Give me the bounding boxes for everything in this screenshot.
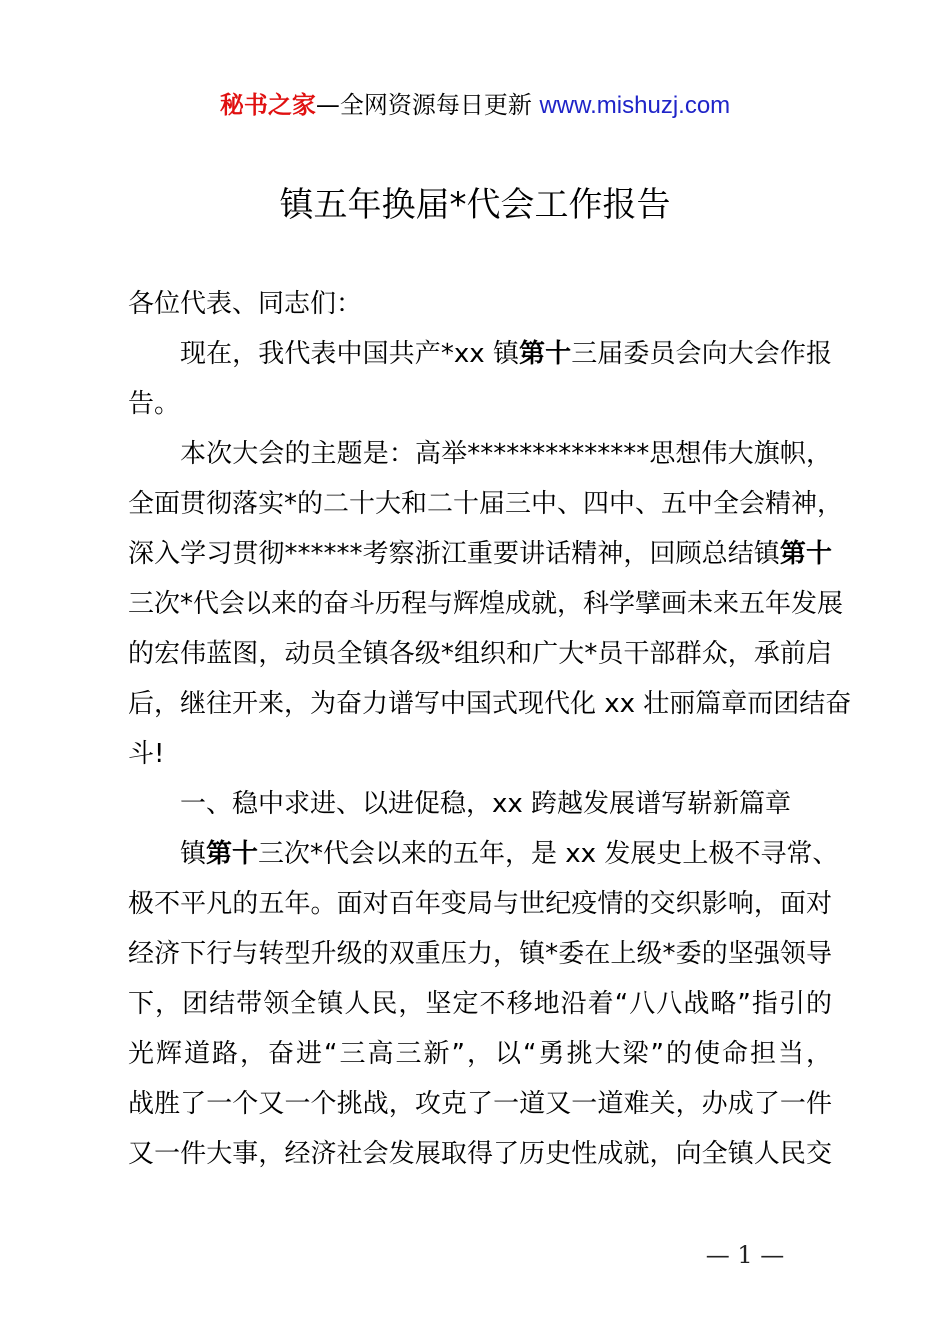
site-header [0, 88, 950, 123]
paragraph-line [128, 334, 832, 384]
paragraph-line: 告。 [128, 389, 181, 419]
salutation: 各位代表、同志们： [128, 289, 363, 319]
paragraph-line: 的宏伟蓝图，动员全镇各级*组织和广大*员干部群众，承前启 [128, 639, 832, 669]
bold-text: 第十 [206, 839, 259, 869]
paragraph-line: 全面贯彻落实*的二十大和二十届三中、四中、五中全会精神， [128, 489, 844, 519]
bold-text: 第十 [519, 339, 572, 369]
paragraph-line: 经济下行与转型升级的双重压力，镇*委在上级*委的坚强领导 [128, 939, 832, 969]
page-number: — 1 — [705, 1241, 785, 1269]
header-tagline: —全网资源每日更新 [315, 91, 540, 119]
paragraph-line: 三次*代会以来的奋斗历程与辉煌成就，科学擘画未来五年发展 [128, 589, 844, 619]
document-title: 镇五年换届*代会工作报告 [279, 185, 671, 225]
section-heading: 一、稳中求进、以进促稳，xx 跨越发展谱写崭新篇章 [180, 789, 792, 819]
paragraph-line: 后，继往开来，为奋力谱写中国式现代化 xx 壮丽篇章而团结奋 [128, 689, 852, 719]
paragraph-line: 极不平凡的五年。面对百年变局与世纪疫情的交织影响，面对 [128, 889, 832, 919]
website-link[interactable]: www.mishuzj.com [539, 92, 731, 119]
paragraph-line: 战胜了一个又一个挑战，攻克了一道又一道难关，办成了一件 [128, 1089, 832, 1119]
paragraph-line [128, 834, 839, 884]
bold-text: 第十 [779, 539, 832, 569]
paragraph-line [128, 534, 832, 584]
text-run: 三届委员会向大会作报 [571, 339, 832, 369]
paragraph-line: 又一件大事，经济社会发展取得了历史性成就，向全镇人民交 [128, 1139, 832, 1169]
text-run: 三次*代会以来的五年，是 xx 发展史上极不寻常、 [258, 839, 839, 869]
paragraph-line: 光辉道路，奋进“三高三新”，以“勇挑大梁”的使命担当， [128, 1039, 832, 1069]
brand-name: 秘书之家 [219, 91, 316, 119]
text-run: 现在，我代表中国共产*xx 镇 [180, 339, 520, 369]
paragraph-line: 本次大会的主题是：高举**************思想伟大旗帜， [180, 439, 832, 469]
text-run: 深入学习贯彻******考察浙江重要讲话精神，回顾总结镇 [128, 539, 780, 569]
document-body [128, 284, 852, 1184]
paragraph-line: 斗! [128, 739, 165, 769]
text-run: 镇 [180, 839, 207, 869]
paragraph-line: 下，团结带领全镇人民，坚定不移地沿着“八八战略”指引的 [128, 989, 832, 1019]
